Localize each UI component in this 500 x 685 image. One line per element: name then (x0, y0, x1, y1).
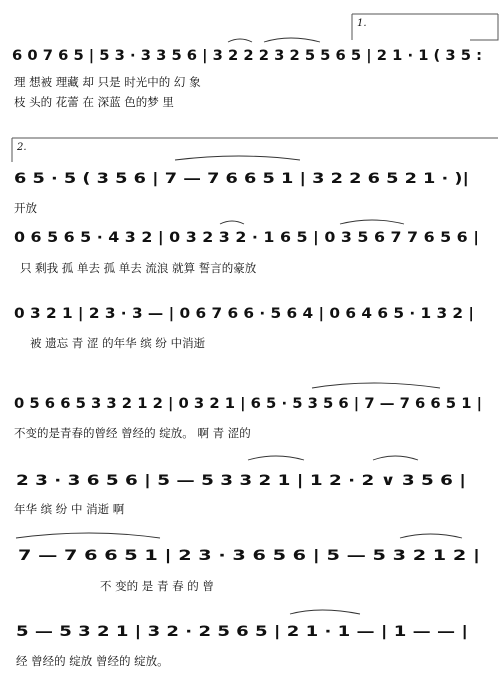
lyric-row-8: 经 曾经的 绽放 曾经的 绽放。 (16, 654, 169, 668)
slur-marks (16, 38, 462, 614)
notation-row-6: 2 3 · 3 6 5 6 | 5 — 5 3 3 2 1 | 1 2 · 2 ∨ 3 5 6 | (16, 473, 466, 489)
lyric-row-6: 年华 缤 纷 中 消逝 啊 (14, 502, 125, 516)
lyric-row-5: 不变的是青春的曾经 曾经的 绽放。 啊 青 涩的 (14, 426, 251, 440)
lyric-row-3: 只 剩我 孤 单去 孤 单去 流浪 就算 誓言的豪放 (20, 261, 257, 275)
volta-2-bracket (12, 138, 498, 162)
lyric-row-7: 不 变的 是 青 春 的 曾 (100, 579, 214, 593)
notation-row-1: 6 0 7 6 5 | 5 3 · 3 3 5 6 | 3 2 2 2 3 2 5 5 6 5 | 2 1 · 1 ( 3 5 : (12, 48, 483, 64)
lyric-row-2: 开放 (14, 201, 37, 215)
volta-1-label: 1. (357, 18, 367, 29)
volta-2-label: 2. (17, 142, 27, 153)
notation-row-3: 0 6 5 6 5 · 4 3 2 | 0 3 2 3 2 · 1 6 5 | 0 3 5 6 7 7 6 5 6 | (14, 230, 479, 246)
lyric-row-1a: 理 想被 理藏 却 只是 时光中的 幻 象 (14, 75, 201, 89)
notation-row-8: 5 — 5 3 2 1 | 3 2 · 2 5 6 5 | 2 1 · 1 — | 1 — — | (16, 624, 469, 640)
lyric-row-4: 被 遗忘 青 涩 的年华 缤 纷 中消逝 (30, 336, 206, 350)
notation-row-5: 0 5 6 6 5 3 3 2 1 2 | 0 3 2 1 | 6 5 · 5 3 5 6 | 7 — 7 6 6 5 1 | (14, 396, 482, 412)
lyric-row-1b: 枝 头的 花蕾 在 深蓝 色的梦 里 (14, 95, 174, 109)
notation-row-7: 7 — 7 6 6 5 1 | 2 3 · 3 6 5 6 | 5 — 5 3 2 1 2 | (18, 548, 480, 564)
notation-row-4: 0 3 2 1 | 2 3 · 3 — | 0 6 7 6 6 · 5 6 4 | 0 6 4 6 5 · 1 3 2 | (14, 306, 475, 322)
volta-1-bracket (352, 14, 498, 40)
notation-row-2: 6 5 · 5 ( 3 5 6 | 7 — 7 6 6 5 1 | 3 2 2 6 5 2 1 · )| (14, 171, 469, 187)
